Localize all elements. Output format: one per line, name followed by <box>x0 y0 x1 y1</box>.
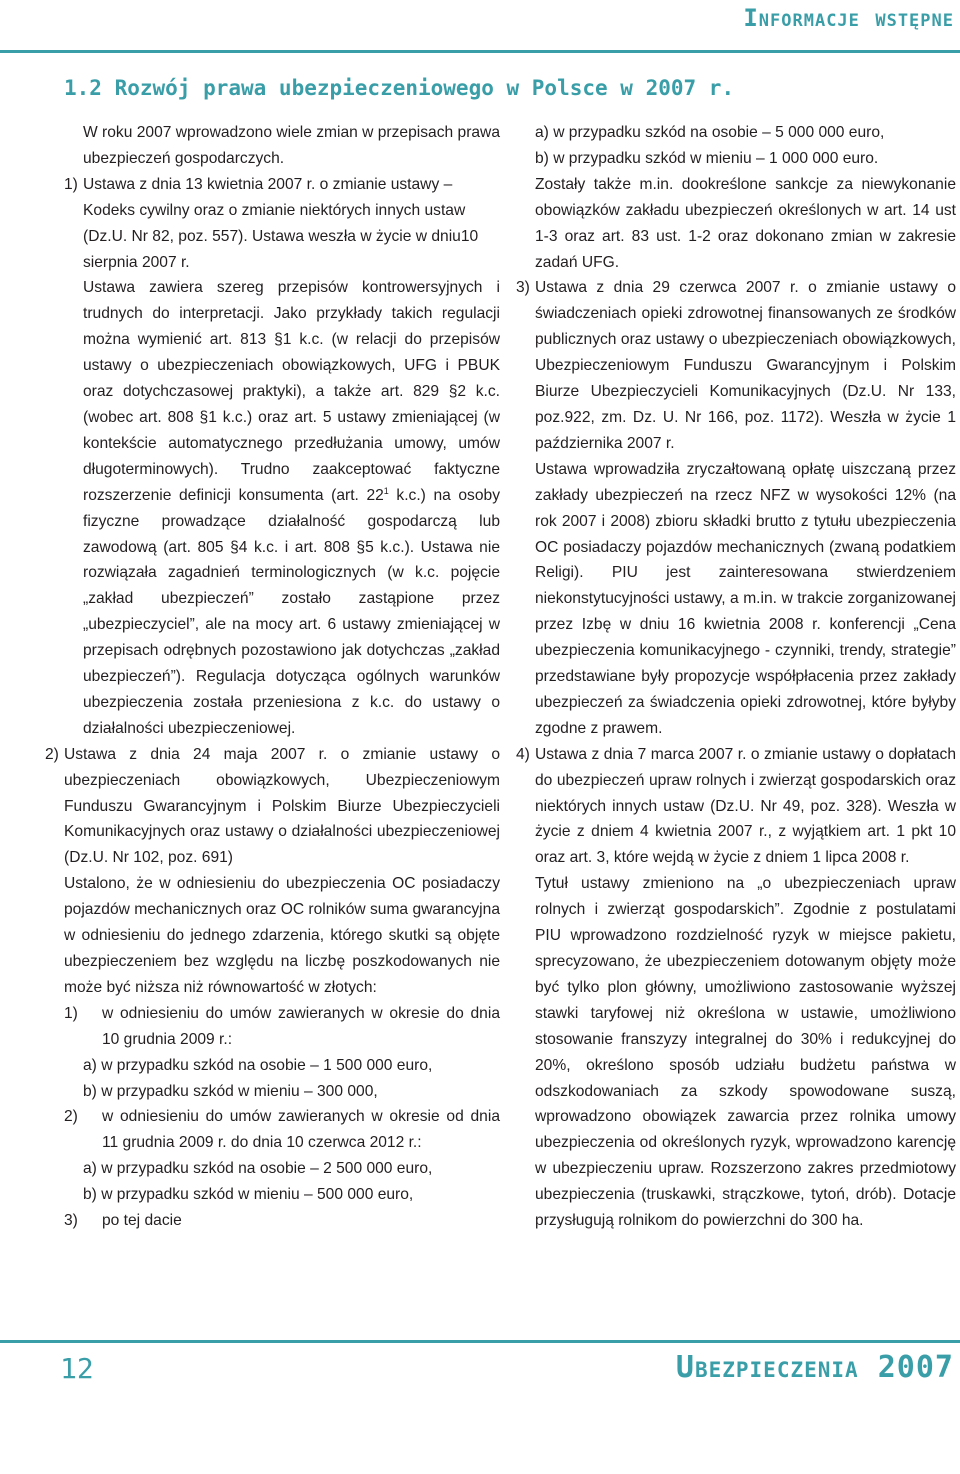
intro-paragraph: W roku 2007 wprowadzono wiele zmian w przepisach prawa ubezpieczeń gospodarczych. <box>83 124 500 167</box>
sub-item-b: b) w przypadku szkód w mieniu – 500 000 euro, <box>83 1186 414 1204</box>
sub-number: 3) <box>64 1212 78 1230</box>
list-item-3 <box>516 275 956 741</box>
list-item-4 <box>516 742 956 1234</box>
sub-item-1 <box>64 1001 500 1053</box>
page-header <box>0 0 960 55</box>
list-item-text: Ustawa z dnia 7 marca 2007 r. o zmianie ustawy o dopłatach do ubezpieczeń upraw rolnych i zwierząt gospodarskich oraz niektórych innych ustaw (Dz.U. Nr 49, poz. 328). Weszła w życie z dniem 4 kwietnia 2007 r., z wyjątkiem art. 1 pkt 10 oraz art. 3, które wejdą w życie z dniem 1 lipca 2008 r. <box>535 745 956 867</box>
sub-item-text: po tej dacie <box>102 1212 182 1230</box>
list-number: 3) <box>516 279 530 297</box>
item-2-commentary: Ustalono, że w odniesieniu do ubezpieczenia OC posiadaczy pojazdów mechanicznych oraz OC rolników suma gwarancyjna w odniesieniu do jednego zdarzenia, którego skutki są objęte ubezpieczeniem bez względu na liczbę poszkodowanych nie może być niższa niż równowartość w złotych: <box>64 875 500 996</box>
list-number: 2) <box>45 745 59 763</box>
sub-item-a: a) w przypadku szkód na osobie – 2 500 000 euro, <box>83 1160 433 1178</box>
running-footer-title: Ubezpieczenia 2007 <box>675 1350 954 1385</box>
list-item-text: Ustawa z dnia 24 maja 2007 r. o zmianie ustawy o ubezpieczeniach obowiązkowych, Ubezpieczeniowym Funduszu Gwarancyjnym i Polskim Biurze Ubezpieczycieli Komunikacyjnych oraz ustawy o działalności ubezpieczeniowej (Dz.U. Nr 102, poz. 691) <box>64 745 500 867</box>
section-heading: 1.2 Rozwój prawa ubezpieczeniowego w Polsce w 2007 r. <box>64 76 735 100</box>
list-number: 4) <box>516 745 530 763</box>
list-item-1 <box>64 172 500 742</box>
header-rule <box>0 50 960 53</box>
continued-item-b: b) w przypadku szkód w mieniu – 1 000 000 euro. <box>535 149 879 167</box>
item-4-commentary: Tytuł ustawy zmieniono na „o ubezpieczeniach upraw rolnych i zwierząt gospodarskich”. Zgodnie z postulatami PIU wprowadzono rozdzielność ryzyk w miejsce pakietu, sprecyzowano, że ubezpieczeniem dotowanym objęty może być tylko plon główny, umożliwiono zastosowanie wyższej stawki taryfowej niż określona w ustawie, umożliwiono stosowanie franszyzy integralnej do 30% i redukcyjnej do 20%, określono sposób udziału budżetu państwa w odszkodowaniach za szkody spowodowane suszą, wprowadzono obowiązek zawarcia przez rolnika umowy ubezpieczenia od określonych ryzyk, wprowadzono karencję w ubezpieczeniu upraw. Rozszerzono zakres przedmiotowy ubezpieczenia (truskawki, strączkowe, tytoń, drób). Dotacje przysługują rolnikom do powierzchni do 300 ha. <box>535 875 956 1230</box>
sub-number: 1) <box>64 1004 78 1022</box>
continued-item-a: a) w przypadku szkód na osobie – 5 000 000 euro, <box>535 124 885 141</box>
list-number: 1) <box>64 175 78 193</box>
right-column <box>516 120 956 1234</box>
running-header-title: Informacje wstępne <box>743 4 954 32</box>
list-item-2 <box>45 742 500 1234</box>
sub-item-text-span: w odniesieniu do umów zawieranych w okresie do dnia 10 grudnia 2009 r.: <box>102 1004 500 1048</box>
sub-item-text <box>83 1104 500 1156</box>
sub-item-3 <box>64 1208 500 1234</box>
superscript: 1 <box>383 485 389 496</box>
page-number: 12 <box>60 1352 94 1385</box>
list-item-text: Ustawa z dnia 29 czerwca 2007 r. o zmianie ustawy o świadczeniach opieki zdrowotnej finansowanych ze środków publicznych oraz ustawy o ubezpieczeniach obowiązkowych, Ubezpieczeniowym Funduszu Gwarancyjnym i Polskim Biurze Ubezpieczycieli Komunikacyjnych (Dz.U. Nr 133, poz.922, zm. Dz. U. Nr 166, poz. 1172). Weszła w życie 1 października 2007 r. <box>535 279 956 452</box>
sub-item-text <box>83 1001 500 1053</box>
sub-item-2 <box>64 1104 500 1156</box>
item-1-commentary <box>83 275 500 741</box>
sub-number: 2) <box>64 1108 78 1126</box>
list-item-text: Ustawa z dnia 13 kwietnia 2007 r. o zmianie ustawy – Kodeks cywilny oraz o zmianie niektórych innych ustaw (Dz.U. Nr 82, poz. 557). Ustawa weszła w życie w dniu10 sierpnia 2007 r. <box>83 175 479 271</box>
commentary-text-end: k.c.) na osoby fizyczne prowadzące działalność gospodarczą lub zawodową (art. 805 §4 k.c. i art. 808 §5 k.c.). Ustawa nie rozwiązała zagadnień terminologicznych (w k.c. pojęcie „zakład ubezpieczeń” zostało zastąpione przez „ubezpieczyciel”, ale na mocy art. 6 ustawy zmieniającej w przepisach odrębnych pozostawiono jak dotychczas „zakład ubezpieczeń”). Regulacja dotycząca ogólnych warunków ubezpieczenia została przeniesiona z k.c. do ustawy o działalności ubezpieczeniowej. <box>83 486 500 737</box>
continued-paragraph: Zostały także m.in. dookreślone sankcje za niewykonanie obowiązków zakładu ubezpieczeń określonych w art. 14 ust 1-3 oraz art. 83 ust. 1-2 oraz dokonano zmian w zakresie zadań UFG. <box>535 175 956 271</box>
sub-item-a: a) w przypadku szkód na osobie – 1 500 000 euro, <box>83 1056 433 1074</box>
sub-item-b: b) w przypadku szkód w mieniu – 300 000, <box>83 1082 378 1100</box>
left-column <box>45 120 500 1234</box>
item-3-commentary: Ustawa wprowadziła zryczałtowaną opłatę uiszczaną przez zakłady ubezpieczeń na rzecz NFZ w wysokości 12% (na rok 2007 i 2008) zbioru składki brutto z tytułu ubezpieczenia OC posiadaczy pojazdów mechanicznych (zwaną podatkiem Religi). PIU jest zainteresowana stwierdzeniem niekonstytucyjności ustawy, a m.in. w trakcie zorganizowanej przez Izbę w dniu 16 kwietnia 2008 r. konferencji „Cena ubezpieczenia komunikacyjnego - czynniki, trendy, strategie” przedstawiane były propozycje współpłacenia przez zakłady ubezpieczeń za świadczenia opieki zdrowotnej, które byłyby zgodne z prawem. <box>535 460 956 737</box>
footer-rule <box>0 1340 960 1343</box>
commentary-text: Ustawa zawiera szereg przepisów kontrowersyjnych i trudnych do interpretacji. Jako przykłady takich regulacji można wymienić art. 813 §1 k.c. (w relacji do przepisów ustawy o ubezpieczeniach obowiązkowych, UFG i PBUK oraz dotychczasowej praktyki), a także art. 829 §2 k.c. (wobec art. 808 §1 k.c.) oraz art. 5 ustawy zmieniającej (w kontekście automatycznego przedłużania umowy, umów długoterminowych). Trudno zaakceptować faktyczne rozszerzenie definicji konsumenta (art. 22 <box>83 279 500 504</box>
sub-item-text-span: w odniesieniu do umów zawieranych w okresie od dnia 11 grudnia 2009 r. do dnia 10 czerwca 2012 r.: <box>102 1108 500 1152</box>
